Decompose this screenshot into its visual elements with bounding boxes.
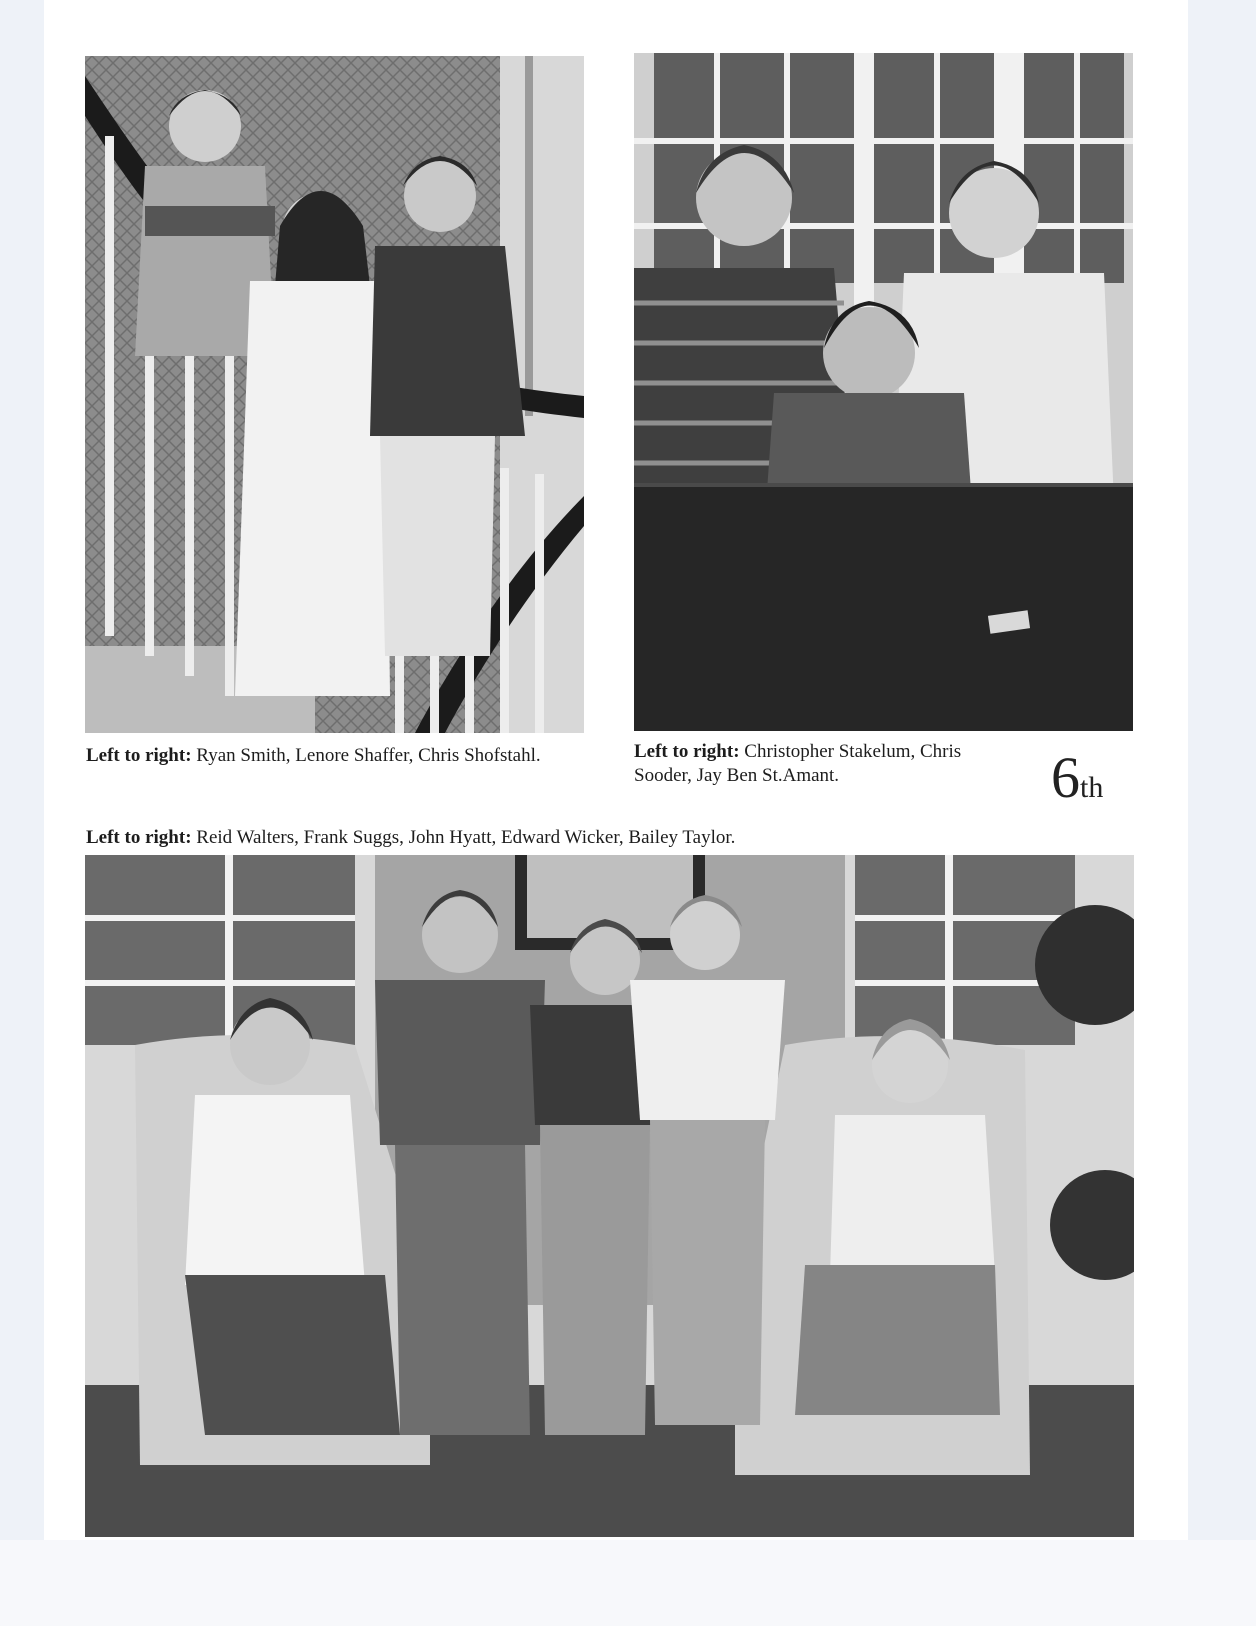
caption-staircase	[86, 744, 586, 768]
grade-number: 6	[1051, 745, 1080, 810]
grade-label	[1051, 745, 1104, 810]
caption-names: Christopher Stakelum, Chris Sooder, Jay Ben St.Amant.	[634, 741, 962, 786]
photo-living-room-group	[85, 855, 1134, 1537]
caption-lead: Left to right:	[86, 827, 192, 848]
grade-suffix: th	[1080, 771, 1104, 804]
caption-names: Reid Walters, Frank Suggs, John Hyatt, Edward Wicker, Bailey Taylor.	[196, 827, 736, 848]
caption-names: Ryan Smith, Lenore Shaffer, Chris Shofstahl.	[196, 745, 541, 766]
caption-living-room	[86, 826, 1126, 850]
photo-window-group	[634, 53, 1133, 731]
caption-window	[634, 740, 1004, 788]
scan-margin-left	[0, 0, 44, 1540]
photo-staircase-group	[85, 56, 584, 733]
scan-margin-right	[1188, 0, 1256, 1540]
caption-lead: Left to right:	[634, 741, 740, 762]
scan-margin-bottom	[0, 1540, 1256, 1626]
caption-lead: Left to right:	[86, 745, 192, 766]
